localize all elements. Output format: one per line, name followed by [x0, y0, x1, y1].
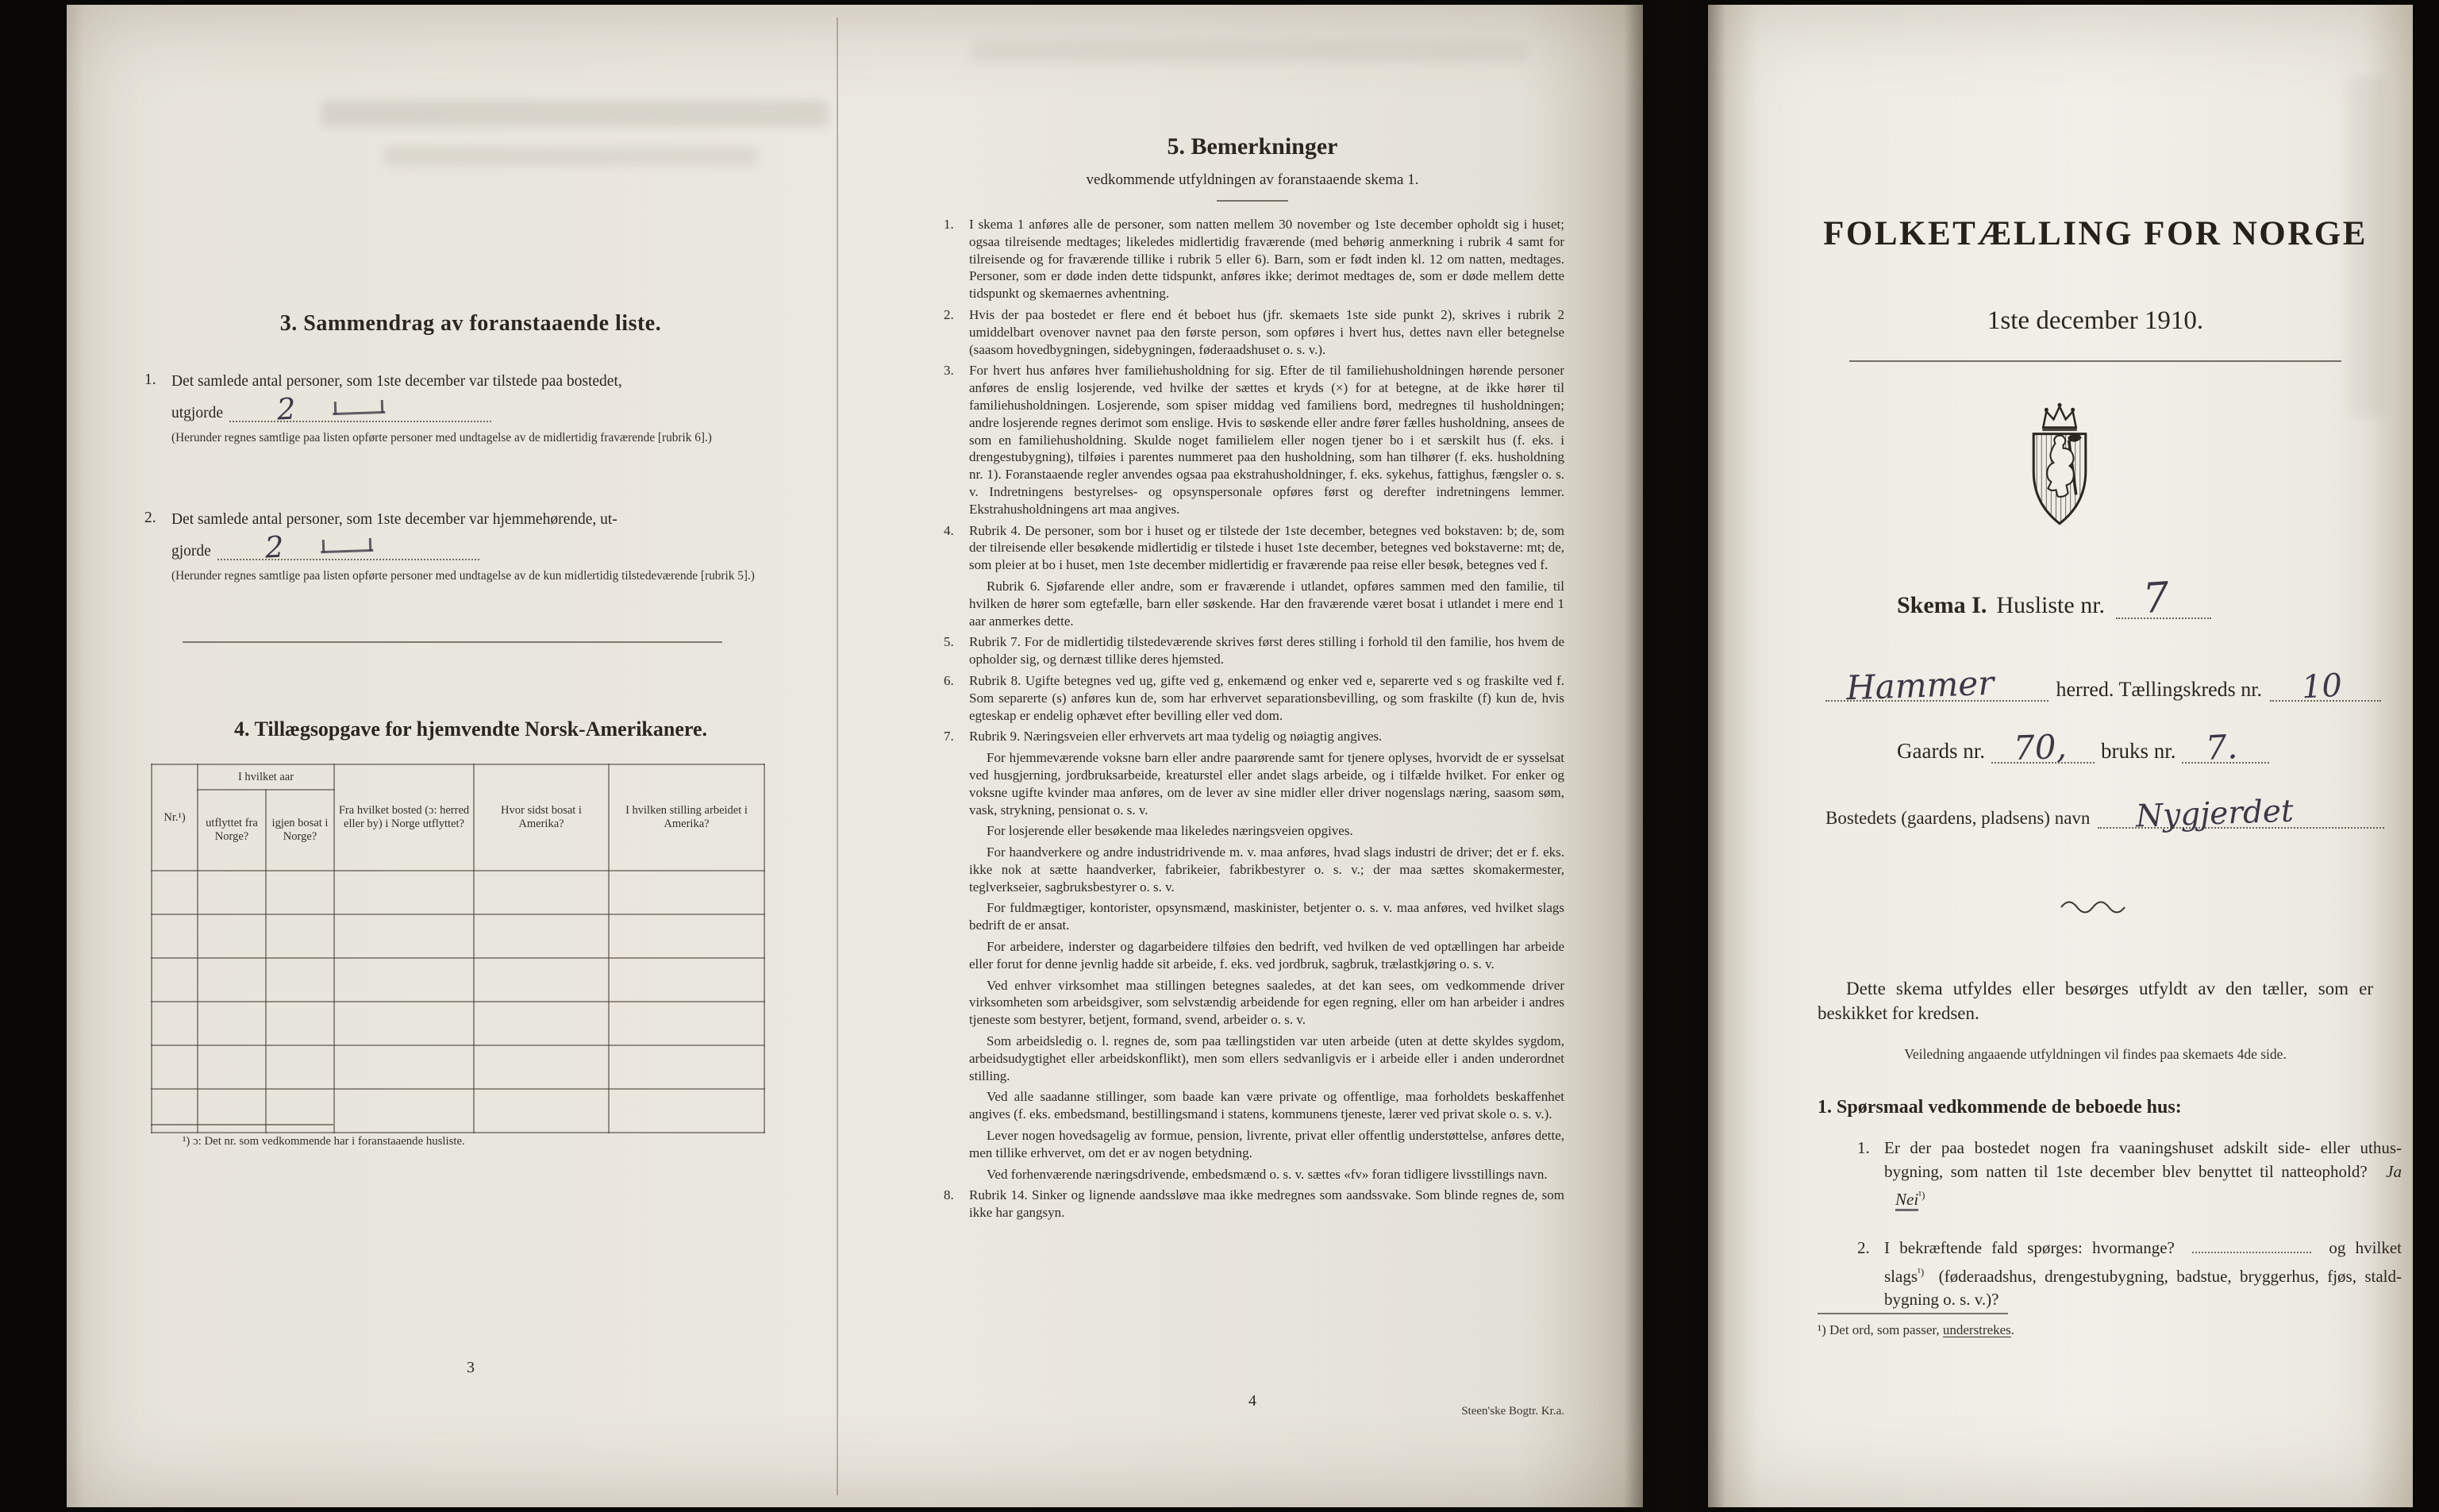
remark-paragraph — [941, 728, 1564, 745]
teller-instruction: Dette skema utfyldes eller besørges utfyldt av den tæller, som er beskikket for kredsen. — [1818, 979, 2373, 1023]
empty-cell — [334, 871, 474, 914]
remark-text: Ved forhenværende næringsdrivende, embedsmænd o. s. v. sættes «fv» foran tidligere livsstillings navn. — [987, 1166, 1548, 1182]
remark-number: 4. — [944, 522, 954, 538]
empty-cell — [609, 958, 764, 1002]
remark-paragraph — [941, 1187, 1564, 1222]
handwritten-count: 2 — [275, 391, 297, 427]
book-gutter — [1624, 0, 1725, 1512]
empty-cell — [474, 1002, 609, 1045]
remark-number: 3. — [944, 363, 954, 379]
column-header-last-residence: Hvor sidst bosat i Amerika? — [474, 764, 609, 871]
handwritten-husliste-nr: 7 — [2141, 573, 2172, 624]
remark-text: Rubrik 6. Sjøfarende eller andre, som er fraværende i utlandet, opføres sammen med den familie, til hvilken de hører som egtefælle, barn eller søskende. Har den fraværende været bosat i utlandet i mere end 1 aar anmerkes dette. — [969, 578, 1564, 629]
item-number: 1. — [144, 371, 156, 388]
bleedthrough-smudge — [321, 100, 829, 127]
remark-paragraph — [941, 822, 1564, 840]
page-footnote — [1818, 1322, 2014, 1338]
fill-label: gjorde — [171, 543, 211, 560]
skema-line — [1897, 573, 2211, 624]
remark-paragraph — [941, 633, 1564, 668]
remark-paragraph — [941, 578, 1564, 629]
empty-cell — [198, 958, 266, 1002]
skema-label-bold: Skema I. — [1897, 592, 1987, 618]
empty-cell — [609, 1002, 764, 1045]
empty-cell — [474, 1045, 609, 1089]
item-text: Det samlede antal personer, som 1ste december var hjemmehørende, ut- — [171, 511, 617, 528]
item-text: Det samlede antal personer, som 1ste december var tilstede paa bostedet, — [171, 373, 622, 390]
footnote-underlined-word: understrekes — [1942, 1322, 2011, 1337]
remark-number: 2. — [944, 306, 954, 322]
dotted-fill-line — [2182, 726, 2269, 768]
dotted-fill-line — [2192, 1241, 2311, 1253]
page-number-3: 3 — [467, 1359, 475, 1376]
empty-cell — [152, 1045, 198, 1089]
remark-text: Rubrik 14. Sinker og lignende aandssløve maa ikke medregnes som aandssvake. Som blinde regnes de, som ikke har gangsyn. — [969, 1187, 1564, 1221]
remark-text: Ved alle saadanne stillinger, som baade kan være private og offentlige, maa forholdets beskaffenhet angives (f. eks. embedsmand, bestillingsmand i statens, kommunens tjeneste, lærer ved privat skole o. s. v.). — [969, 1089, 1564, 1122]
husliste-label: Husliste nr. — [1996, 592, 2106, 618]
question-number: 2. — [1857, 1238, 1870, 1257]
amerika-table-body — [152, 871, 764, 1133]
empty-cell — [198, 1045, 266, 1089]
remark-paragraph — [941, 977, 1564, 1029]
remark-text: For hvert hus anføres hver familiehusholdning for sig. Efter de til familiehusholdningen hørende personer anføres de enslig losjerende, ved hvilke der sættes et kryds (×) for at betegne, at de ikke hører til familiehusholdningen. Losjerende, som spiser middag ved familiens bord, medregnes til husholdningen; andre losjerende regnes derimot som enslige. Hvis to søskende eller andre fører fælles husholdning, ansees de som en familiehusholdning. Skulde noget familielem eller nogen tjener bo i et særskilt hus (f. eks. i drengestubygning), tilføies i parentes nummeret paa den husholdning, som han tilhører (f. eks. husholdning nr. 1). Foranstaaende regler anvendes ogsaa paa ekstrahusholdninger, f. eks. sykehus, fattighus, fængsler o. s. v. Indretningens bestyrelses- og opsynspersonale opføres først og derefter indretningens lemmer. Ekstrahusholdningens art maa angives. — [969, 363, 1564, 517]
form-front-page — [1708, 5, 2413, 1507]
empty-cell — [198, 1089, 266, 1133]
remark-text: Hvis der paa bostedet er flere end ét beboet hus (jfr. skemaets 1ste side punkt 2), skrives i rubrik 2 umiddelbart ovenover navnet paa den første person, som opføres i hvert hus, dettes navn eller betegnelse (saasom hovedbygningen, sidebygningen, føderaadshuset o. s. v.). — [969, 306, 1564, 357]
norway-coat-of-arms — [2018, 395, 2102, 540]
section3-heading: 3. Sammendrag av foranstaaende liste. — [279, 311, 662, 336]
bosted-label: Bostedets (gaardens, pladsens) navn — [1825, 808, 2091, 828]
empty-table-row — [152, 1089, 764, 1133]
empty-cell — [198, 871, 266, 914]
remark-paragraph — [941, 938, 1564, 973]
empty-cell — [334, 1045, 474, 1089]
empty-cell — [266, 1045, 334, 1089]
empty-cell — [609, 1045, 764, 1089]
remark-number: 1. — [944, 217, 954, 232]
section5-subheading: vedkommende utfyldningen av foranstaaende skema 1. — [1086, 171, 1419, 188]
guidance-note: Veiledning angaaende utfyldningen vil findes paa skemaets 4de side. — [1904, 1046, 2287, 1062]
empty-cell — [152, 1002, 198, 1045]
remark-number: 8. — [944, 1187, 954, 1203]
empty-table-row — [152, 958, 764, 1002]
dotted-fill-line — [217, 529, 479, 565]
bleedthrough-smudge — [971, 41, 1527, 62]
dotted-fill-line — [229, 391, 491, 427]
empty-cell — [334, 914, 474, 958]
empty-cell — [266, 914, 334, 958]
empty-cell — [152, 958, 198, 1002]
empty-cell — [266, 1002, 334, 1045]
gaards-label: Gaards nr. — [1897, 739, 1985, 763]
question-text-mid: og hvilket slags — [1884, 1238, 2402, 1286]
remark-number: 6. — [944, 672, 954, 688]
empty-cell — [609, 1089, 764, 1133]
empty-cell — [266, 958, 334, 1002]
handwritten-bosted-name: Nygjerdet — [2135, 793, 2295, 835]
empty-cell — [152, 871, 198, 914]
empty-cell — [266, 1089, 334, 1133]
remark-text: Rubrik 9. Næringsveien eller erhvervets art maa tydelig og nøiagtig angives. — [969, 729, 1383, 744]
empty-cell — [334, 958, 474, 1002]
dotted-fill-line — [2098, 793, 2384, 835]
remark-text: For arbeidere, inderster og dagarbeidere tilføies den bedrift, ved hvilken de ved optællingen har arbeide eller forut for denne jevnlig hadde sit arbeide, f. eks. ved jordbruk, sagbruk, trælastkjøring o. s. v. — [969, 939, 1564, 971]
empty-cell — [474, 871, 609, 914]
section4-heading: 4. Tillægsopgave for hjemvendte Norsk-Amerikanere. — [233, 718, 708, 741]
column-header-occupation: I hvilken stilling arbeidet i Amerika? — [609, 764, 764, 871]
dotted-fill-line — [1991, 726, 2095, 768]
remark-paragraph — [941, 749, 1564, 818]
empty-table-row — [152, 871, 764, 914]
empty-table-row — [152, 1002, 764, 1045]
form-back-page — [67, 5, 1643, 1507]
remark-text: Lever nogen hovedsagelig av formue, pension, livrente, privat eller offentlig understøttelse, anføres dette, men tillike erhvervet, om det er av nogen betydning. — [969, 1128, 1564, 1160]
page-number-4: 4 — [1248, 1392, 1256, 1410]
remark-number: 7. — [944, 729, 954, 744]
remark-paragraph — [941, 1166, 1564, 1183]
column-header-year-out: utflyttet fra Norge? — [198, 790, 266, 871]
remark-paragraph — [941, 522, 1564, 574]
item-note: (Herunder regnes samtlige paa listen opførte personer med undtagelse av de midlertidig fraværende [rubrik 6].) — [171, 431, 712, 444]
dotted-fill-line — [1825, 663, 2049, 708]
herred-line — [1825, 663, 2381, 708]
remarks-paragraphs — [941, 216, 1564, 1381]
remark-paragraph — [941, 672, 1564, 724]
footnote-period: . — [2010, 1322, 2015, 1337]
question-2 — [1857, 1237, 2402, 1312]
empty-cell — [334, 1089, 474, 1133]
census-date: 1ste december 1910. — [1987, 306, 2204, 335]
remark-text: Rubrik 4. De personer, som bor i huset og er tilstede der 1ste december, betegnes ved bokstaven: b; de, som der tilreisende eller besøkende midlertidig er tilstede i huset 1ste december, betegnes ved bokstaverne: mt; de, som pleier at bo i huset, men 1ste december midlertidig er fraværende paa reise eller besøk, betegnes ved f. — [969, 522, 1564, 573]
title-rule — [1849, 360, 2341, 362]
remark-paragraph — [941, 1033, 1564, 1084]
empty-cell — [609, 871, 764, 914]
summary-item-2 — [140, 510, 838, 584]
census-title: FOLKETÆLLING FOR NORGE — [1823, 215, 2368, 252]
dotted-fill-line — [2270, 667, 2381, 706]
column-header-year-group: I hvilket aar — [198, 764, 334, 790]
heading-rule — [1217, 200, 1288, 202]
question-text-lead: I bekræftende fald spørges: hvormange? — [1884, 1238, 2175, 1257]
empty-cell — [609, 914, 764, 958]
remark-text: Ved enhver virksomhet maa stillingen betegnes saaledes, at det kan sees, om vedkommende driver virksomheten som arbeidsgiver, som selvstændig arbeidende for egen regning, eller om han arbeider i andres tjeneste som bestyrer, betjent, formand, svend, arbeider o. s. v. — [969, 977, 1564, 1028]
column-header-nr: Nr.¹) — [152, 764, 198, 871]
printer-mark: Steen'ske Bogtr. Kr.a. — [1461, 1405, 1564, 1418]
fill-in-row — [171, 391, 838, 427]
summary-item-1 — [140, 371, 838, 446]
answer-ja: Ja — [2386, 1161, 2402, 1181]
bruks-label: bruks nr. — [2100, 739, 2176, 763]
remark-number: 5. — [944, 634, 954, 650]
handwritten-count: 2 — [264, 529, 285, 565]
empty-cell — [198, 914, 266, 958]
footnote-text: ¹) Det ord, som passer, — [1818, 1322, 1943, 1337]
empty-table-row — [152, 1045, 764, 1089]
remark-paragraph — [941, 844, 1564, 895]
table-footnote: ¹) ɔ: Det nr. som vedkommende har i foranstaaende husliste. — [183, 1135, 465, 1148]
remark-paragraph — [941, 1088, 1564, 1123]
column-divider-rule — [837, 17, 838, 1495]
flourish-divider — [2060, 898, 2131, 914]
empty-cell — [474, 914, 609, 958]
remark-text: Rubrik 7. For de midlertidig tilstedeværende skrives først deres stilling i forhold til den familie, hos hvem de opholder sig, og dernæst tillike deres hjemsted. — [969, 634, 1564, 668]
handwriting-flourish — [321, 537, 374, 553]
handwritten-bruks-nr: 7. — [2205, 726, 2239, 768]
fill-in-row — [171, 529, 838, 565]
empty-cell — [198, 1002, 266, 1045]
question-text: Er der paa bostedet nogen fra vaaningshuset adskilt side- eller uthus-bygning, som natten til 1ste december blev benyttet til natteophold? — [1884, 1138, 2402, 1181]
empty-cell — [152, 1089, 198, 1133]
dotted-fill-line — [2116, 573, 2211, 624]
handwritten-gaards-nr: 70, — [2013, 726, 2068, 768]
remark-text: For fuldmægtiger, kontorister, opsynsmænd, maskinister, betjenter o. s. v. maa anføres, ved hvilket slags bedrift de er ansat. — [969, 900, 1564, 933]
remark-text: For haandverkere og andre industridrivende m. v. maa anføres, hvad slags industri de driver; det er f. eks. ikke nok at sætte haandverker, fabrikeier, fabrikbestyrer o. s. v.; der maa sættes skomakermester, teglverkseier, sagbruksbestyrer o. s. v. — [969, 844, 1564, 895]
answer-nei-underlined: Nei — [1895, 1190, 1918, 1211]
remark-paragraph — [941, 362, 1564, 517]
handwritten-kreds-nr: 10 — [2300, 667, 2344, 706]
bleedthrough-smudge — [384, 146, 757, 167]
handwriting-flourish — [333, 398, 386, 415]
empty-cell — [266, 871, 334, 914]
question-1 — [1857, 1137, 2402, 1212]
remark-text: I skema 1 anføres alle de personer, som natten mellem 30 november og 1ste december opholdt sig i huset; ogsaa tilreisende medtages; likeledes midlertidig fraværende (med behørig anmerkning i rubrik 4 samt for tilreisende og for fraværende tillike i rubrik 5 eller 6). Barn, som er født inden kl. 12 om natten, medtages. Personer, som er døde inden dette tidspunkt, anføres ikke; derimot medtages de, som er døde mellem dette tidspunkt og skemaernes avhentning. — [969, 217, 1564, 302]
item-number: 2. — [144, 510, 156, 526]
remark-paragraph — [941, 899, 1564, 934]
empty-table-row — [152, 914, 764, 958]
remark-paragraph — [941, 306, 1564, 358]
empty-cell — [474, 958, 609, 1002]
bosted-line — [1825, 793, 2384, 835]
footnote-rule — [1818, 1313, 2008, 1314]
handwritten-herred: Hammer — [1845, 663, 1995, 708]
footnote-rule — [151, 1124, 333, 1125]
herred-label: herred. Tællingskreds nr. — [2056, 678, 2262, 701]
remark-text: Som arbeidsledig o. l. regnes de, som paa tællingstiden var uten arbeide (uten at dette skyldes sygdom, arbeidsudygtighet eller arbeidskonflikt), men som ellers sedvanligvis er i arbeide eller i anden underordnet stilling. — [969, 1033, 1564, 1083]
section5-heading: 5. Bemerkninger — [1167, 133, 1338, 160]
question-text-tail: (føderaadshus, drengestubygning, badstue, bryggerhus, fjøs, stald-bygning o. s. v.)? — [1884, 1266, 2402, 1309]
remark-text: For losjerende eller besøkende maa likeledes næringsveien opgives. — [987, 823, 1353, 839]
column-header-from: Fra hvilket bosted (ɔ: herred eller by) i Norge utflyttet? — [334, 764, 474, 871]
fill-label: utgjorde — [171, 405, 223, 421]
remark-text: For hjemmeværende voksne barn eller andre paarørende samt for tjenere oplyses, hvorvidt de er sysselsat ved husgjerning, jordbruksarbeide, kreaturstel eller andet slags arbeide, og i tilfælde hvilket. For enker og voksne ugifte kvinder maa anføres, om de lever av sine midler eller driver nogenslags næring, saasom søm, vask, strykning, pensionat o. s. v. — [969, 750, 1564, 818]
section-divider-rule — [183, 641, 722, 643]
footnote-marker: ¹) — [1918, 1189, 1925, 1201]
empty-cell — [334, 1002, 474, 1045]
questions-heading: 1. Spørsmaal vedkommende de beboede hus: — [1818, 1097, 2182, 1118]
remark-paragraph — [941, 1127, 1564, 1162]
gaards-line — [1897, 726, 2269, 768]
footnote-marker: ¹) — [1918, 1265, 1925, 1278]
empty-cell — [474, 1089, 609, 1133]
empty-cell — [152, 914, 198, 958]
remark-paragraph — [941, 216, 1564, 302]
norsk-amerikanere-table — [151, 764, 765, 1133]
question-number: 1. — [1857, 1138, 1870, 1157]
remark-text: Rubrik 8. Ugifte betegnes ved ug, gifte ved g, enkemænd og enker ved e, separerte ved s og fraskilte ved f. Som separerte (s) anføres kun de, som har erhvervet separationsbevilling, og som fraskilte (f) kun de, hvis egteskap er endelig ophævet efter bevilling eller ved dom. — [969, 672, 1564, 723]
column-header-year-back: igjen bosat i Norge? — [266, 790, 334, 871]
item-note: (Herunder regnes samtlige paa listen opførte personer med undtagelse av de kun midlertidig tilstedeværende [rubrik 5].) — [171, 569, 755, 583]
